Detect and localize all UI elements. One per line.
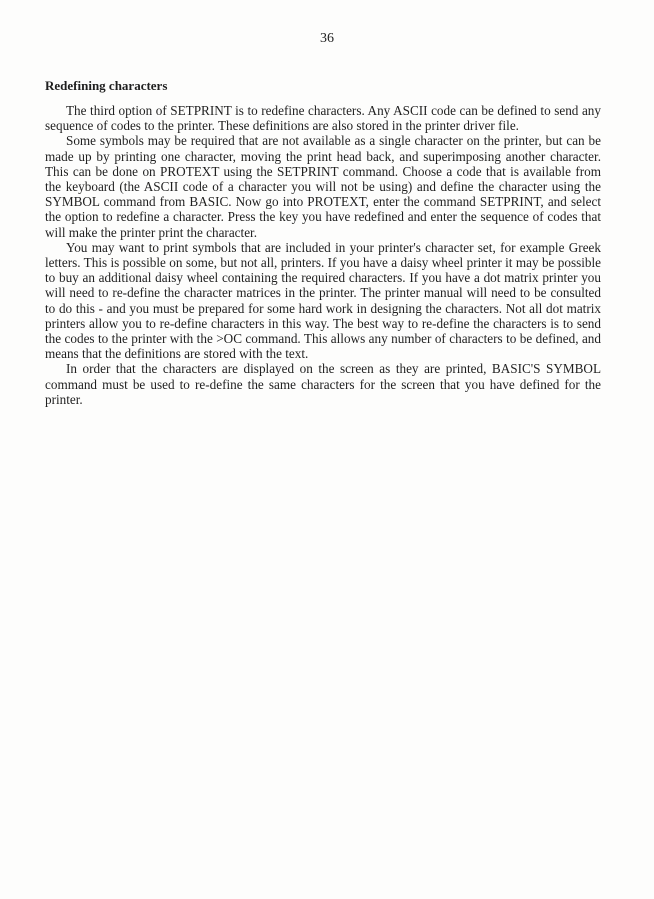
paragraph: The third option of SETPRINT is to redefine characters. Any ASCII code can be defined to send any sequence of codes to the printer. These definitions are also stored in the printer driver file. xyxy=(45,103,601,134)
paragraph: You may want to print symbols that are included in your printer's character set, for example Greek letters. This is possible on some, but not all, printers. If you have a daisy wheel printer it may be possible to buy an additional daisy wheel containing the required characters. If you have a dot matrix printer you will need to re-define the character matrices in the printer. The printer manual will need to be consulted to do this - and you must be prepared for some hard work in designing the characters. Not all dot matrix printers allow you to re-define characters in this way. The best way to re-define the characters is to send the codes to the printer with the >OC command. This allows any number of characters to be defined, and means that the definitions are stored with the text. xyxy=(45,239,601,362)
paragraph: In order that the characters are displayed on the screen as they are printed, BASIC'S SYMBOL command must be used to re-define the same characters for the screen that you have defined for the printer. xyxy=(45,361,601,407)
section-heading: Redefining characters xyxy=(45,78,168,93)
paragraph: Some symbols may be required that are not available as a single character on the printer, but can be made up by printing one character, moving the print head back, and superimposing another character. This can be done on PROTEXT using the SETPRINT command. Choose a code that is available from the keyboard (the ASCII code of a character you will not be using) and define the character using the SYMBOL command from BASIC. Now go into PROTEXT, enter the command SETPRINT, and select the option to redefine a character. Press the key you have redefined and enter the sequence of codes that will make the printer print the character. xyxy=(45,133,601,240)
page-number: 36 xyxy=(320,31,334,46)
section-body xyxy=(45,103,601,407)
